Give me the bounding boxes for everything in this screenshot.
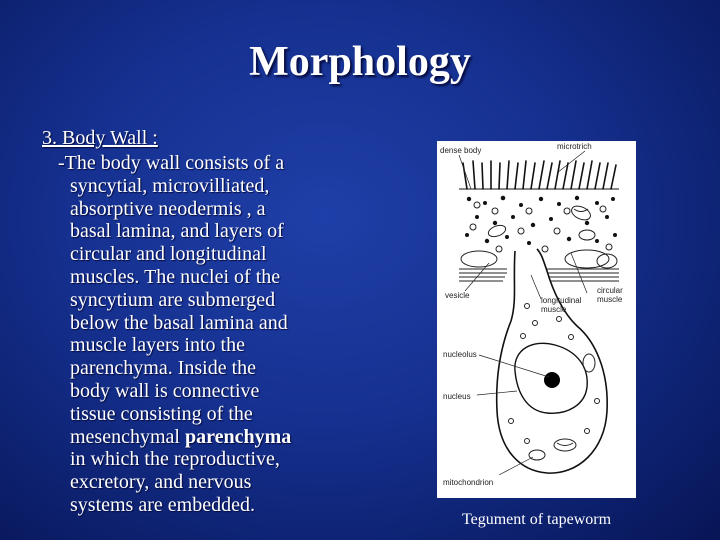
paragraph-line: below the basal lamina and bbox=[70, 311, 288, 334]
paragraph-line: in which the reproductive, bbox=[70, 448, 280, 471]
muscle-layers bbox=[459, 269, 619, 281]
body-paragraph bbox=[58, 152, 360, 517]
label-mitochondrion: mitochondrion bbox=[443, 478, 494, 487]
bold-term: parenchyma bbox=[184, 425, 292, 448]
paragraph-line: mesenchymal bbox=[70, 425, 185, 448]
paragraph-line: absorptive neodermis , a bbox=[70, 197, 266, 220]
paragraph-line: body wall is connective bbox=[70, 379, 260, 402]
paragraph-line: excretory, and nervous bbox=[70, 471, 252, 494]
paragraph-line: basal lamina, and layers of bbox=[70, 220, 284, 243]
label-circular-muscle-1: circular bbox=[597, 286, 623, 295]
paragraph-line-with-term bbox=[70, 426, 360, 449]
tegument-illustration bbox=[437, 141, 636, 498]
cyton-outline bbox=[497, 249, 608, 473]
tegument-diagram bbox=[437, 141, 636, 498]
paragraph-line: parenchyma. Inside the bbox=[70, 357, 257, 380]
label-nucleolus: nucleolus bbox=[443, 350, 477, 359]
paragraph-line: syncytial, microvilliated, bbox=[70, 174, 270, 197]
vesicles bbox=[470, 202, 612, 252]
figure-caption: Tegument of tapeworm bbox=[461, 511, 612, 528]
label-circular-muscle-2: muscle bbox=[597, 295, 623, 304]
label-vesicle: vesicle bbox=[445, 291, 470, 300]
paragraph-line: muscle layers into the bbox=[70, 334, 245, 357]
mitochondria-lower bbox=[529, 354, 595, 460]
label-longitudinal-muscle-2: muscle bbox=[541, 305, 567, 314]
microtriches bbox=[463, 161, 616, 189]
label-longitudinal-muscle-1: longitudinal bbox=[541, 296, 582, 305]
label-nucleus: nucleus bbox=[443, 392, 471, 401]
paragraph-line: systems are embedded. bbox=[70, 493, 255, 516]
leader-lines bbox=[459, 151, 587, 475]
paragraph-line: muscles. The nuclei of the bbox=[70, 265, 281, 288]
section-heading: 3. Body Wall : bbox=[42, 127, 158, 149]
paragraph-line: circular and longitudinal bbox=[70, 243, 267, 266]
paragraph-line: syncytium are submerged bbox=[70, 288, 276, 311]
paragraph-line: tissue consisting of the bbox=[70, 402, 253, 425]
label-dense-body: dense body bbox=[440, 146, 482, 155]
paragraph-line: -The body wall consists of a bbox=[58, 152, 285, 174]
nucleolus-shape bbox=[544, 372, 560, 388]
mitochondria-upper bbox=[487, 203, 595, 240]
slide-title: Morphology bbox=[249, 39, 471, 85]
label-microtrich: microtrich bbox=[557, 142, 592, 151]
